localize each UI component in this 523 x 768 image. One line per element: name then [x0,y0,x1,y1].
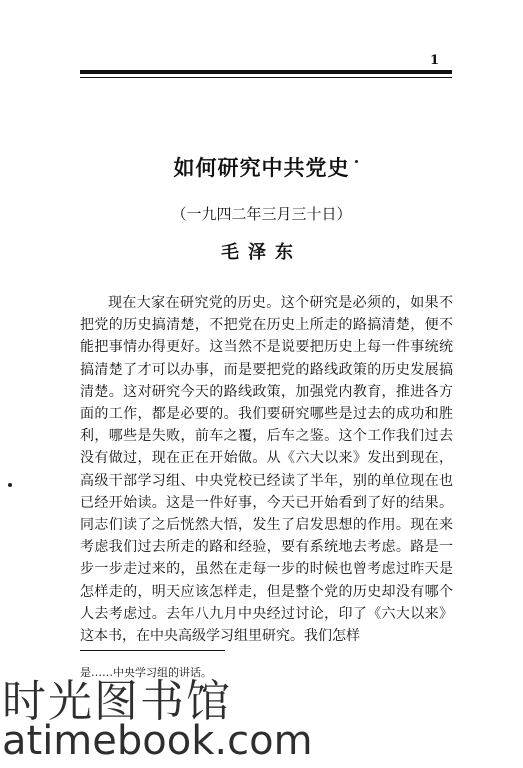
watermark-url: atimebook.com [2,718,313,764]
article-body: 现在大家在研究党的历史。这个研究是必须的，如果不把党的历史搞清楚，不把党在历史上所走的路搞清楚，便不能把事情办得更好。这当然不是说要把历史上每一件事统统搞清楚了才可以办事，而是要把党的路线政策的历史发展搞清楚。这对研究今天的路线政策，加强党内教育，推进各方面的工作，都是必要的。我们要研究哪些是过去的成功和胜利，哪些是失败，前车之覆，后车之鉴。这个工作我们过去没有做过，现在正在开始做。从《六大以来》发出到现在，高级干部学习组、中央党校已经读了半年，别的单位现在也已经开始读。这是一件好事，今天已开始看到了好的结果。同志们读了之后恍然大悟，发生了启发思想的作用。现在来考虑我们过去所走的路和经验，要有系统地去考虑。路是一步一步走过来的，虽然在走每一步的时候也曾考虑过昨天是怎样走的，明天应该怎样走，但是整个党的历史却没有哪个人去考虑过。去年八九月中央经过讨论，印了《六大以来》这本书，在中央高级学习组里研究。我们怎样 [80,295,453,645]
footnote: 是……中央学习组的讲话。 [80,666,212,679]
page-number: 1 [430,53,440,68]
article-title: 如何研究中共党史 [173,155,350,180]
header-rule-thin [80,77,452,78]
article-author: 毛泽东 [221,242,302,263]
footnote-rule [80,650,225,651]
header-rule-thick [80,70,452,74]
scan-speck [355,160,358,163]
article-date: （一九四二年三月三十日） [171,205,352,223]
watermark-chinese: 时光图书馆 [2,676,232,727]
scan-speck [8,483,12,487]
